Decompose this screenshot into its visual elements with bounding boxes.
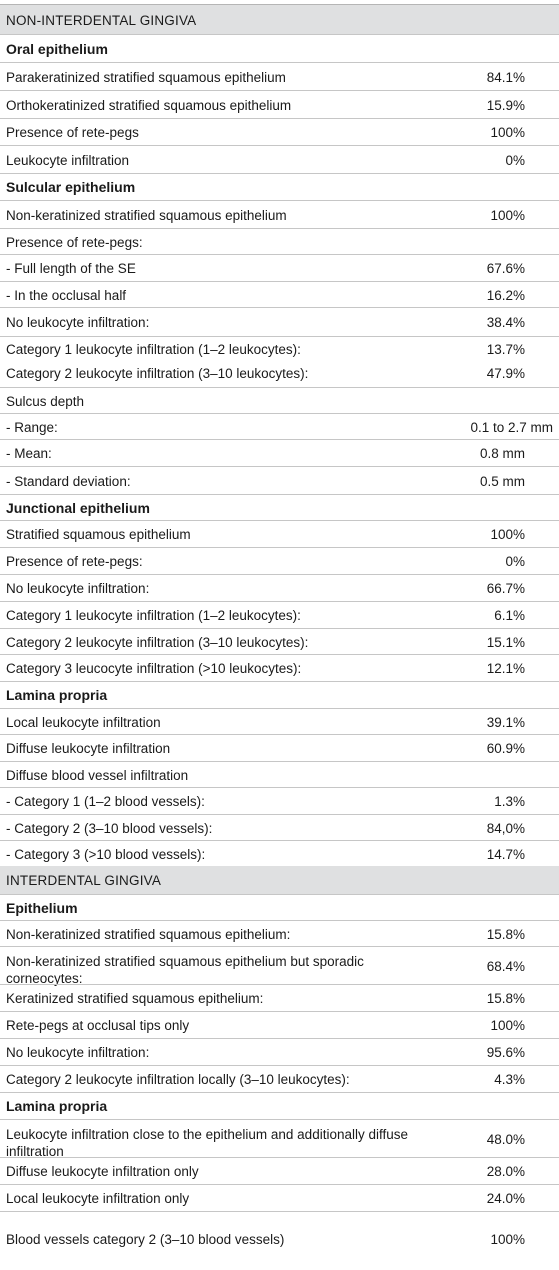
row-label: No leukocyte infiltration: [6,315,150,330]
subheader-row [0,681,559,708]
row-label: - Range: [6,420,58,435]
row-label: - Category 2 (3–10 blood vessels): [6,821,213,836]
row-label: Diffuse leukocyte infiltration [6,741,171,756]
table-row [0,360,559,387]
subheader-row [0,173,559,200]
row-label: - Mean: [6,446,52,461]
table-row [0,840,559,866]
row-label: - Full length of the SE [6,261,136,276]
table-row [0,200,559,228]
row-value: 100% [490,1232,525,1247]
table-row [0,90,559,118]
subsection-title: Sulcular epithelium [6,179,136,195]
table-row [0,281,559,307]
row-label: Category 2 leukocyte infiltration (3–10 leukocytes): [6,635,309,650]
row-label: Orthokeratinized stratified squamous epithelium [6,98,292,113]
subsection-title: Epithelium [6,900,78,916]
table-row [0,336,559,360]
table-row [0,574,559,601]
table-row [0,1119,559,1157]
subsection-title: Lamina propria [6,687,108,703]
row-label: - Standard deviation: [6,474,131,489]
row-label: Sulcus depth [6,394,85,409]
section-title: INTERDENTAL GINGIVA [6,873,162,888]
row-value: 66.7% [486,581,525,596]
table-row [0,1157,559,1184]
row-value: 6.1% [494,608,525,623]
row-value: 14.7% [486,847,525,862]
row-value: 0.8 mm [479,446,525,461]
row-label: Keratinized stratified squamous epithelium: [6,991,264,1006]
row-value: 12.1% [486,661,525,676]
table-row [0,734,559,761]
row-label: Blood vessels category 2 (3–10 blood vessels) [6,1232,285,1247]
row-label: Diffuse blood vessel infiltration [6,768,189,783]
row-value: 67.6% [486,261,525,276]
row-value: 0% [505,153,525,168]
row-label: - In the occlusal half [6,288,127,303]
row-value: 15.8% [486,991,525,1006]
table-row [0,145,559,173]
subsection-title: Lamina propria [6,1098,108,1114]
row-label: No leukocyte infiltration: [6,1045,150,1060]
row-value: 84.1% [486,70,525,85]
table-row [0,547,559,574]
table-row [0,254,559,281]
table-row [0,466,559,494]
row-value: 16.2% [486,288,525,303]
row-label: No leukocyte infiltration: [6,581,150,596]
subheader-row [0,494,559,520]
row-value: 0.5 mm [479,474,525,489]
row-label: Non-keratinized stratified squamous epithelium but sporadic corneocytes: [6,954,364,986]
table-row [0,62,559,90]
row-label: Presence of rete-pegs: [6,235,143,250]
row-value: 95.6% [486,1045,525,1060]
row-label: Local leukocyte infiltration [6,715,161,730]
table-row [0,1038,559,1065]
row-label: Category 1 leukocyte infiltration (1–2 leukocytes): [6,342,301,357]
row-label: Presence of rete-pegs [6,125,139,140]
table-row [0,920,559,946]
row-value: 100% [490,125,525,140]
row-label: - Category 3 (>10 blood vessels): [6,847,206,862]
row-value: 84,0% [486,821,525,836]
row-value: 100% [490,527,525,542]
table-row [0,761,559,787]
section-header-row [0,866,559,894]
row-value: 47.9% [486,366,525,381]
row-value: 15.9% [486,98,525,113]
row-label: Local leukocyte infiltration only [6,1191,190,1206]
row-value: 68.4% [486,959,525,974]
row-label: Leukocyte infiltration [6,153,130,168]
subheader-row [0,894,559,920]
table-row [0,814,559,840]
row-value: 28.0% [486,1164,525,1179]
row-value: 100% [490,1018,525,1033]
row-value: 39.1% [486,715,525,730]
row-value: 38.4% [486,315,525,330]
row-value: 1.3% [494,794,525,809]
row-value: 0.1 to 2.7 mm [470,420,553,435]
section-title: NON-INTERDENTAL GINGIVA [6,13,197,28]
subheader-row [0,34,559,62]
row-label: Stratified squamous epithelium [6,527,191,542]
row-label: Category 2 leukocyte infiltration locally (3–10 leukocytes): [6,1072,350,1087]
row-value: 13.7% [486,342,525,357]
table-row [0,946,559,984]
row-value: 4.3% [494,1072,525,1087]
table-row [0,118,559,145]
table-row [0,520,559,547]
row-value: 0% [505,554,525,569]
row-label: Rete-pegs at occlusal tips only [6,1018,190,1033]
row-value: 15.8% [486,927,525,942]
table-row [0,1065,559,1092]
row-label: Category 2 leukocyte infiltration (3–10 leukocytes): [6,366,309,381]
table-row [0,708,559,734]
row-value: 100% [490,208,525,223]
row-value: 48.0% [486,1132,525,1147]
table-row [0,307,559,336]
table-row [0,1184,559,1211]
row-label: Presence of rete-pegs: [6,554,143,569]
row-label: Non-keratinized stratified squamous epithelium: [6,927,291,942]
row-label: Category 1 leukocyte infiltration (1–2 leukocytes): [6,608,301,623]
table-row [0,387,559,413]
row-value: 60.9% [486,741,525,756]
table-row [0,601,559,628]
section-header-row [0,4,559,34]
table-row [0,654,559,681]
table-row [0,787,559,814]
subsection-title: Oral epithelium [6,41,108,57]
table-row [0,413,559,439]
row-value: 24.0% [486,1191,525,1206]
row-label: Category 3 leucocyte infiltration (>10 leukocytes): [6,661,302,676]
subheader-row [0,1092,559,1119]
table-row [0,439,559,466]
row-label: Leukocyte infiltration close to the epithelium and additionally diffuse infiltration [6,1127,409,1159]
table-row [0,228,559,254]
table-row [0,628,559,654]
table-row [0,984,559,1011]
subsection-title: Junctional epithelium [6,500,150,516]
table-row [0,1011,559,1038]
row-value: 15.1% [486,635,525,650]
row-label: Diffuse leukocyte infiltration only [6,1164,199,1179]
row-label: Non-keratinized stratified squamous epithelium [6,208,287,223]
table-row [0,1211,559,1266]
row-label: Parakeratinized stratified squamous epithelium [6,70,286,85]
row-label: - Category 1 (1–2 blood vessels): [6,794,205,809]
